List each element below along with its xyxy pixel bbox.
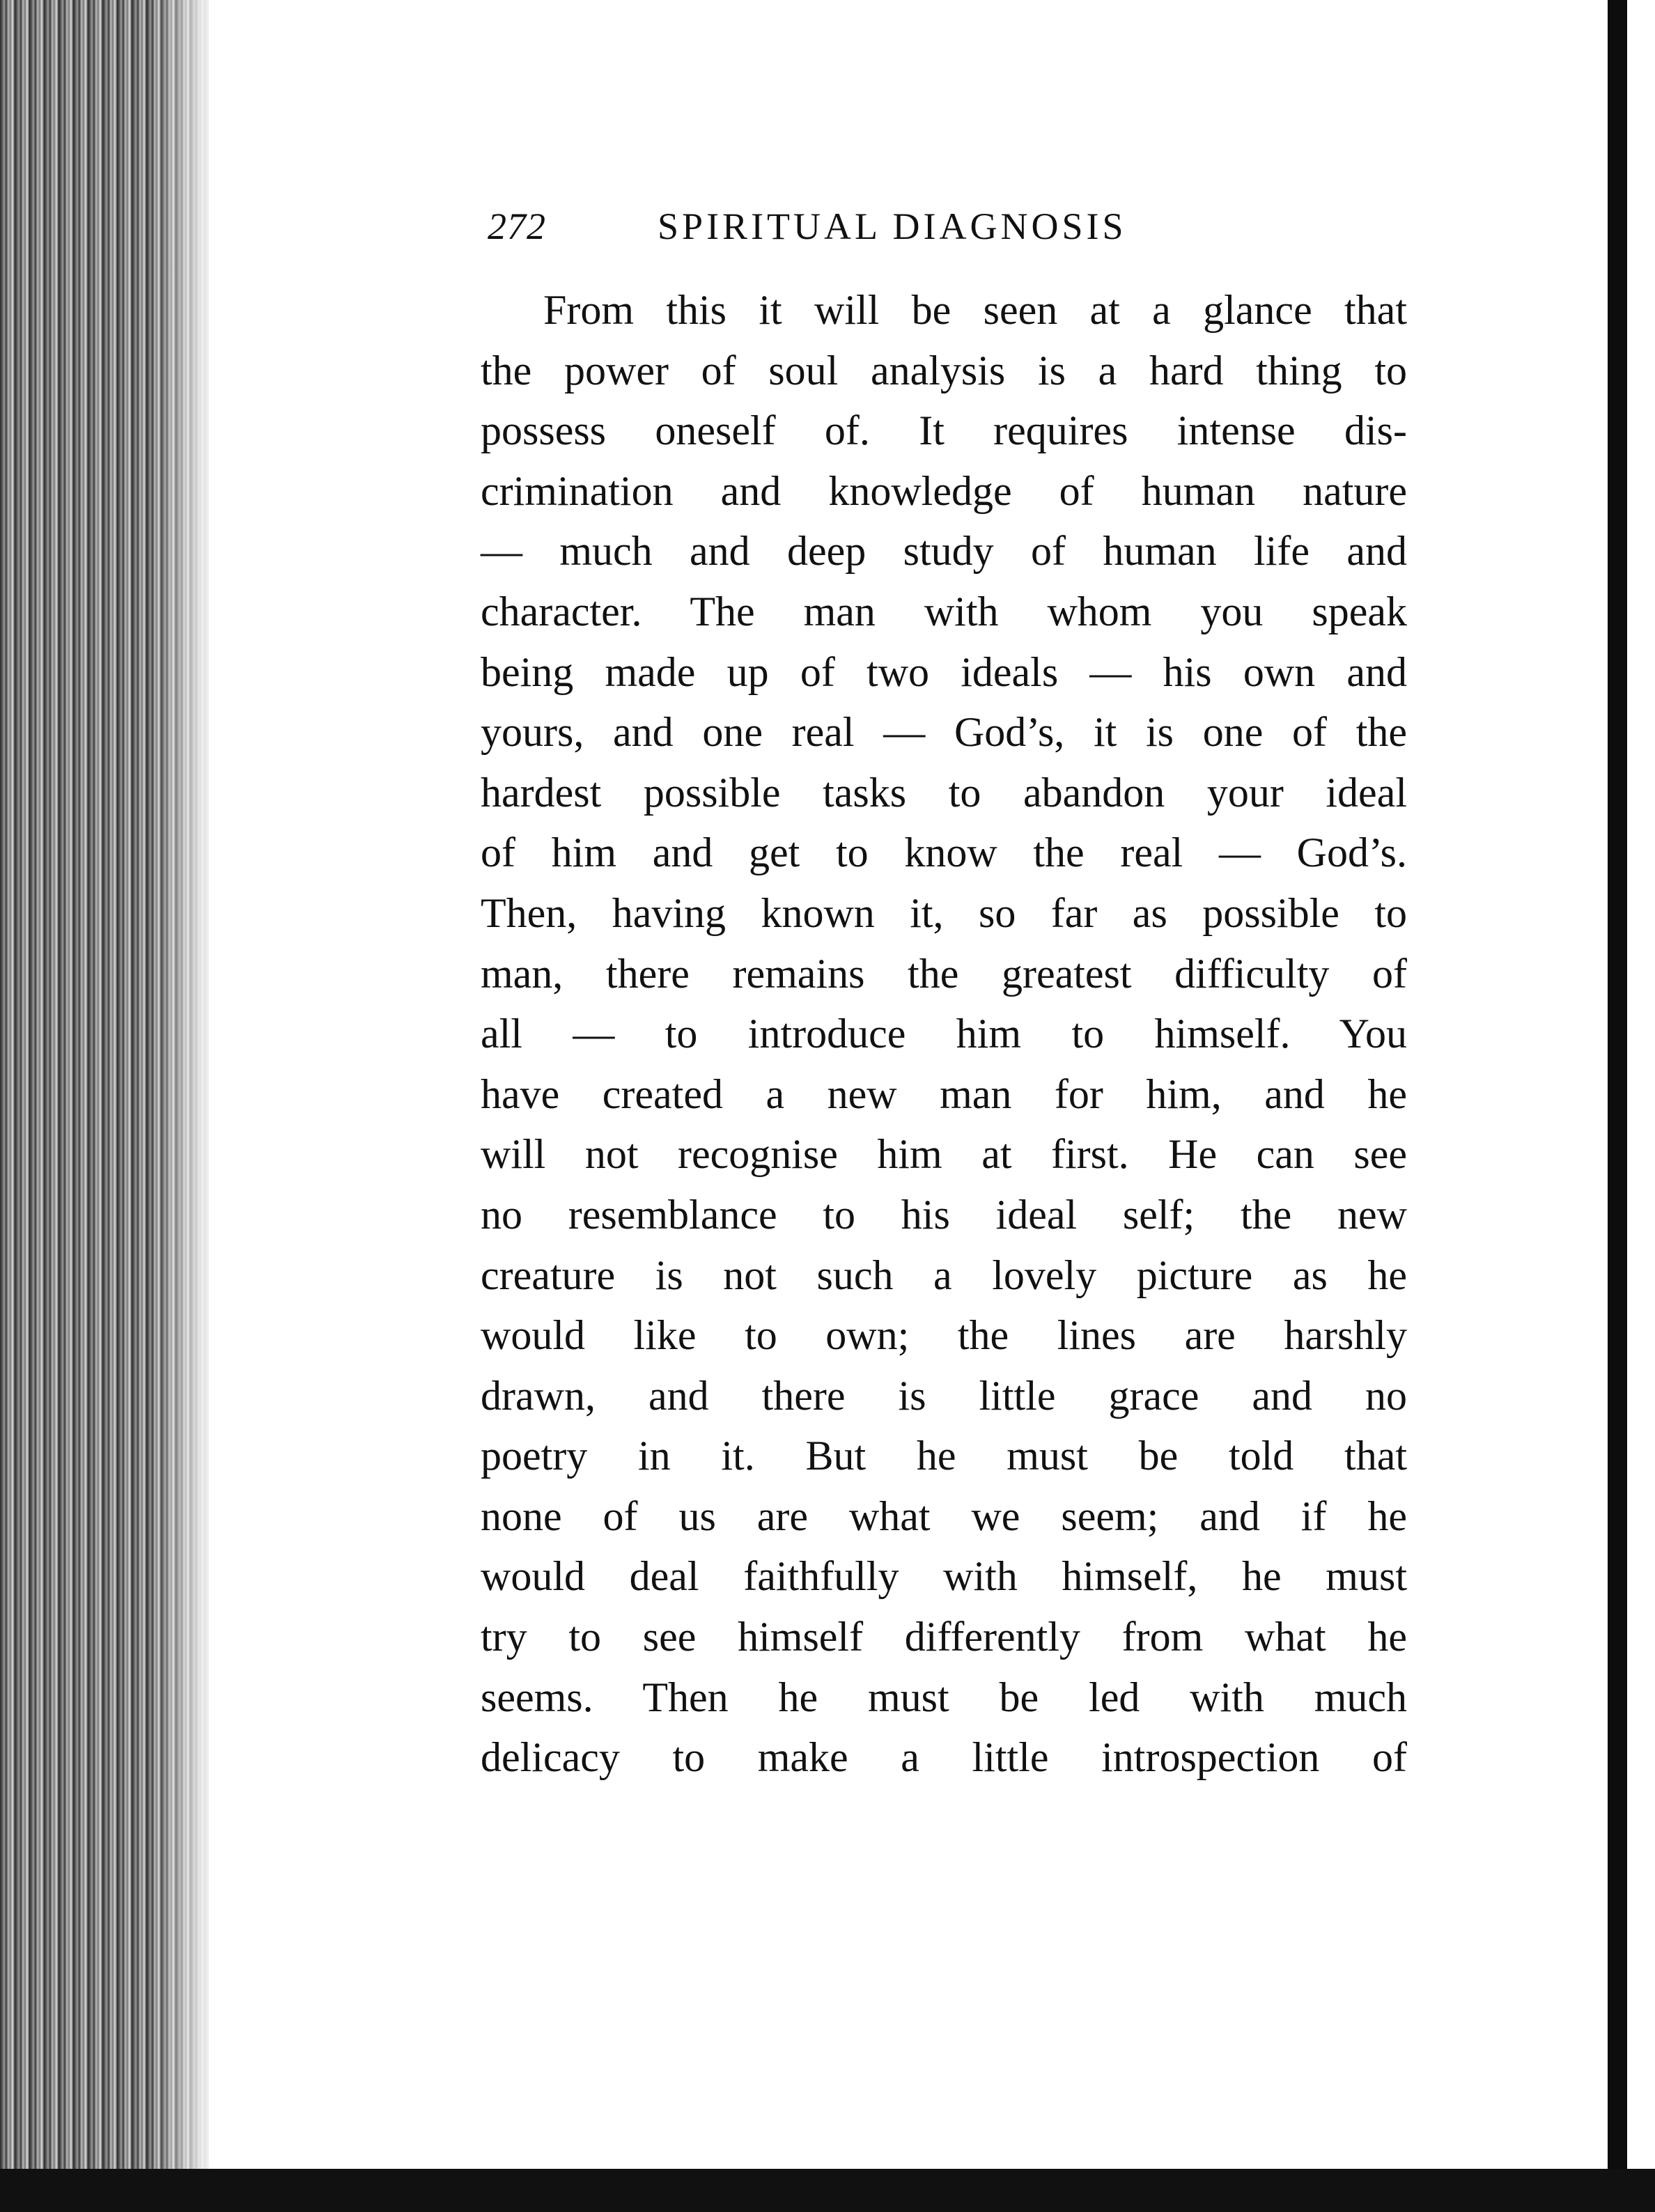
text-line: would like to own; the lines are harshly [481,1312,1407,1359]
text-line: delicacy to make a little introspection of [481,1734,1407,1781]
text-line: creature is not such a lovely picture as he [481,1252,1407,1298]
text-line: none of us are what we seem; and if he [481,1493,1407,1539]
running-title: SPIRITUAL DIAGNOSIS [658,205,1127,247]
text-line: the power of soul analysis is a hard thing to [481,347,1407,394]
text-line: — much and deep study of human life and [481,528,1407,575]
text-line: From this it will be seen at a glance that [543,287,1407,333]
right-page-edge [1608,0,1627,2173]
page-stack-shadow [153,0,209,2212]
text-line: have created a new man for him, and he [481,1070,1407,1117]
text-line: Then, having known it, so far as possible to [481,889,1407,936]
text-line: will not recognise him at first. He can see [481,1131,1407,1178]
text-line: no resemblance to his ideal self; the new [481,1191,1407,1238]
text-line: seems. Then he must be led with much [481,1674,1407,1720]
text-line: poetry in it. But he must be told that [481,1433,1407,1479]
body-text [481,280,1407,1788]
bottom-scan-band [0,2169,1655,2212]
text-line: possess oneself of. It requires intense dis- [481,407,1407,454]
text-line: of him and get to know the real — God’s. [481,830,1407,876]
text-line: try to see himself differently from what he [481,1614,1407,1660]
text-line: character. The man with whom you speak [481,588,1407,634]
text-line: man, there remains the greatest difficulty of [481,950,1407,997]
text-line: drawn, and there is little grace and no [481,1372,1407,1419]
text-line: yours, and one real — God’s, it is one of the [481,709,1407,756]
text-line: being made up of two ideals — his own and [481,648,1407,695]
text-line: hardest possible tasks to abandon your ideal [481,769,1407,816]
text-line: crimination and knowledge of human nature [481,467,1407,514]
page-number: 272 [488,205,546,247]
text-line: would deal faithfully with himself, he must [481,1553,1407,1600]
text-line: all — to introduce him to himself. You [481,1011,1407,1057]
running-head [488,205,1247,260]
